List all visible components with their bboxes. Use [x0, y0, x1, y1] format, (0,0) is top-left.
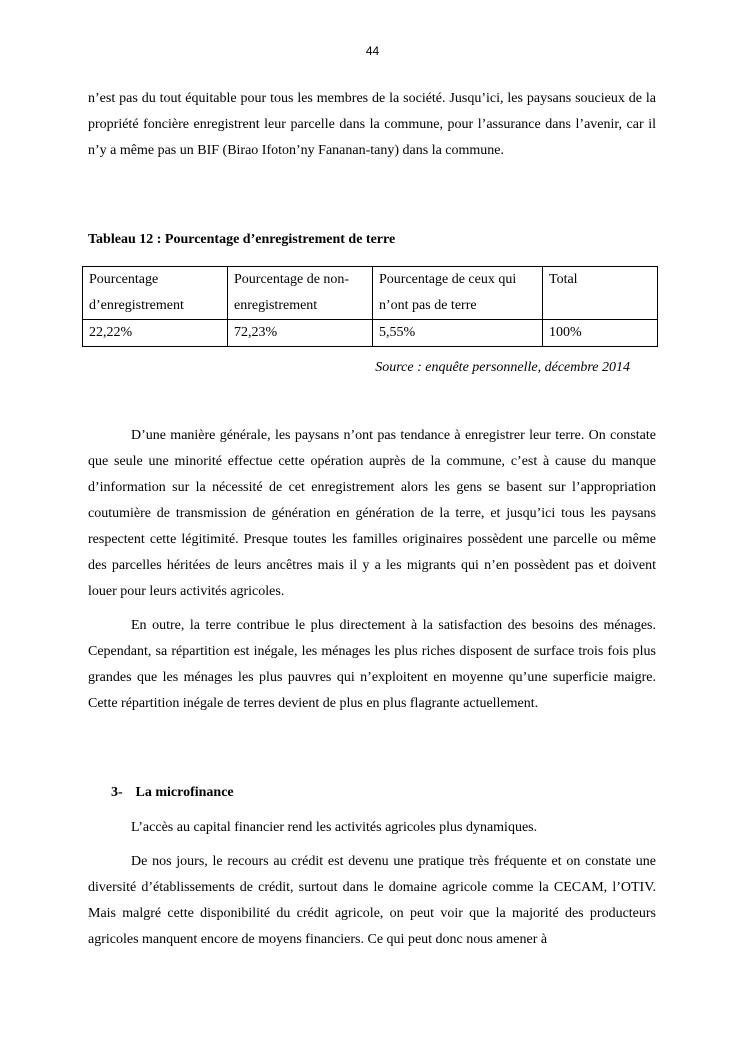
cell-no-land: 5,55% [373, 320, 543, 347]
table-row [83, 320, 658, 347]
table-header-row [83, 267, 658, 320]
page-number: 44 [365, 44, 380, 58]
cell-not-registered: 72,23% [228, 320, 373, 347]
cell-registered: 22,22% [83, 320, 228, 347]
paragraph-land-distribution: En outre, la terre contribue le plus directement à la satisfaction des besoins des ménages. Cependant, sa répartition est inégale, les ménages les plus riches disposent de surface trois fois plus grandes que les ménages les plus pauvres qui n’exploitent en moyenne qu’une superficie maigre. Cette répartition inégale de terres devient de plus en plus flagrante actuellement. [88, 618, 656, 711]
registration-table [82, 266, 658, 347]
table-source: Source : enquête personnelle, décembre 2014 [375, 360, 630, 375]
paragraph-credit: De nos jours, le recours au crédit est devenu une pratique très fréquente et on constate une diversité d’établissements de crédit, surtout dans le domaine agricole comme la CECAM, l’OTIV. Mais malgré cette disponibilité du crédit agricole, on peut voir que la majorité des producteurs agricoles manquent encore de moyens financiers. Ce qui peut donc nous amener à [88, 854, 656, 947]
paragraph-capital-access: L’accès au capital financier rend les activités agricoles plus dynamiques. [131, 820, 538, 835]
header-cell-not-registered: Pourcentage de non-enregistrement [228, 267, 373, 320]
section-number: 3- [111, 785, 123, 800]
paragraph-registration: D’une manière générale, les paysans n’ont pas tendance à enregistrer leur terre. On constate que seule une minorité effectue cette opération auprès de la commune, c’est à cause du manque d’information sur la nécessité de cet enregistrement alors les gens se basent sur l’appropriation coutumière de transmission de génération en génération de la terre, et jusqu’ici tous les paysans respectent cette légitimité. Presque toutes les familles originaires possèdent une parcelle ou même des parcelles héritées de leurs ancêtres mais il y a les migrants qui n’en possèdent pas et doivent louer pour leurs activités agricoles. [88, 428, 656, 599]
section-heading [111, 785, 234, 801]
header-cell-no-land: Pourcentage de ceux qui n’ont pas de terre [373, 267, 543, 320]
section-title: La microfinance [135, 785, 234, 800]
header-cell-total: Total [543, 267, 658, 320]
cell-total: 100% [543, 320, 658, 347]
paragraph-intro: n’est pas du tout équitable pour tous les membres de la société. Jusqu’ici, les paysans soucieux de la propriété foncière enregistrent leur parcelle dans la commune, pour l’assurance dans l’avenir, car il n’y a même pas un BIF (Birao Ifoton’ny Fananan-tany) dans la commune. [88, 91, 656, 158]
header-cell-registered: Pourcentage d’enregistrement [83, 267, 228, 320]
table-title: Tableau 12 : Pourcentage d’enregistrement de terre [88, 232, 396, 247]
